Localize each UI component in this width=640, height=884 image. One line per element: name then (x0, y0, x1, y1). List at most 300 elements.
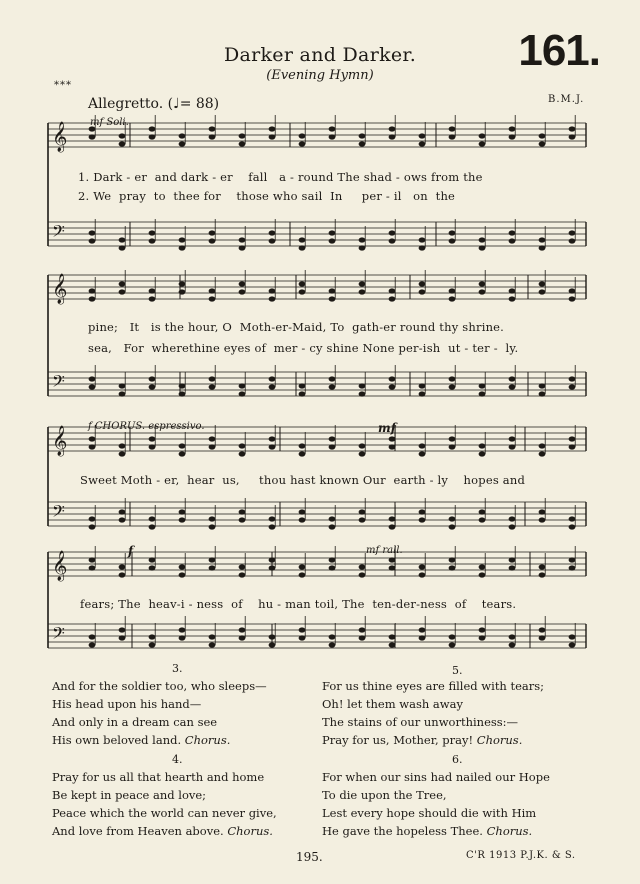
note-head (179, 237, 186, 242)
note-head (449, 134, 456, 139)
note-head (119, 281, 126, 286)
note-head (149, 134, 156, 139)
note-head (89, 288, 96, 293)
note-head (89, 134, 96, 139)
note-head (149, 642, 156, 647)
note-head (239, 141, 246, 146)
note-head (479, 133, 486, 138)
chorus-refrain: Chorus. (476, 733, 523, 747)
note-head (179, 281, 186, 286)
hymn-number: 161. (518, 26, 600, 75)
note-head (209, 634, 216, 639)
note-head (329, 296, 336, 301)
note-head (449, 288, 456, 293)
note-head (509, 376, 516, 381)
note-head (269, 516, 276, 521)
note-head (419, 572, 426, 577)
note-head (209, 516, 216, 521)
note-head (449, 384, 456, 389)
note-head (119, 141, 126, 146)
direction-mf-soli: mf Soli. (90, 117, 129, 128)
note-head (569, 516, 576, 521)
note-head (479, 141, 486, 146)
note-head (179, 289, 186, 294)
note-head (179, 517, 186, 522)
note-head (389, 288, 396, 293)
note-head (479, 635, 486, 640)
stanza-line: To die upon the Tree, (322, 788, 447, 802)
note-head (419, 383, 426, 388)
stanza-number-6: 6. (452, 753, 463, 766)
note-head (239, 281, 246, 286)
note-head (89, 436, 96, 441)
note-head (539, 237, 546, 242)
bass-clef-icon: 𝄢 (52, 371, 65, 395)
note-head (299, 237, 306, 242)
note-head (419, 517, 426, 522)
note-head (539, 572, 546, 577)
note-head (419, 635, 426, 640)
note-head (119, 237, 126, 242)
note-head (569, 134, 576, 139)
note-head (479, 245, 486, 250)
note-head (359, 564, 366, 569)
note-head (239, 517, 246, 522)
note-head (449, 516, 456, 521)
stanza-line: And for the soldier too, who sleeps— (52, 679, 267, 693)
note-head (269, 565, 276, 570)
note-head (239, 383, 246, 388)
note-head (179, 572, 186, 577)
note-head (239, 572, 246, 577)
note-head (119, 517, 126, 522)
note-head (389, 376, 396, 381)
chorus-refrain: Chorus. (184, 733, 231, 747)
note-head (449, 238, 456, 243)
note-head (239, 635, 246, 640)
note-head (539, 627, 546, 632)
note-head (539, 281, 546, 286)
note-head (149, 634, 156, 639)
note-head (329, 288, 336, 293)
note-head (509, 238, 516, 243)
note-head (299, 281, 306, 286)
note-head (179, 133, 186, 138)
note-head (239, 564, 246, 569)
stanza-number-5: 5. (452, 664, 463, 677)
note-head (539, 564, 546, 569)
note-head (389, 444, 396, 449)
note-head (449, 296, 456, 301)
note-head (479, 564, 486, 569)
note-head (419, 141, 426, 146)
note-head (89, 642, 96, 647)
note-head (209, 524, 216, 529)
note-head (299, 383, 306, 388)
note-head (479, 383, 486, 388)
note-head (569, 524, 576, 529)
note-head (539, 383, 546, 388)
note-head (359, 245, 366, 250)
note-head (509, 384, 516, 389)
composer-initials: B.M.J. (548, 94, 585, 105)
note-head (89, 384, 96, 389)
stanza-line: For us thine eyes are filled with tears; (322, 679, 545, 693)
note-head (209, 557, 216, 562)
note-head (299, 245, 306, 250)
stanza-line: Be kept in peace and love; (52, 788, 207, 802)
note-head (89, 376, 96, 381)
note-head (299, 141, 306, 146)
note-head (509, 565, 516, 570)
treble-clef-icon: 𝄞 (52, 426, 68, 456)
note-head (209, 436, 216, 441)
note-head (419, 627, 426, 632)
note-head (269, 642, 276, 647)
note-head (149, 238, 156, 243)
note-head (269, 376, 276, 381)
note-head (479, 572, 486, 577)
stanza-6 (322, 768, 550, 840)
note-head (239, 245, 246, 250)
note-head (509, 436, 516, 441)
note-head (329, 524, 336, 529)
note-head (239, 391, 246, 396)
note-head (449, 634, 456, 639)
note-head (479, 289, 486, 294)
note-head (449, 376, 456, 381)
note-head (539, 391, 546, 396)
note-head (329, 230, 336, 235)
note-head (569, 565, 576, 570)
dynamic-f: f (128, 544, 134, 558)
direction-chorus: f CHORUS. espressivo. (88, 421, 205, 432)
note-head (269, 444, 276, 449)
note-head (299, 443, 306, 448)
note-head (179, 245, 186, 250)
tempo-marking: Allegretto. (♩= 88) (88, 96, 220, 112)
note-head (209, 384, 216, 389)
note-head (269, 524, 276, 529)
note-head (149, 444, 156, 449)
note-head (329, 384, 336, 389)
note-head (509, 516, 516, 521)
note-head (449, 436, 456, 441)
note-head (539, 635, 546, 640)
note-head (119, 572, 126, 577)
note-head (179, 383, 186, 388)
note-head (89, 524, 96, 529)
note-head (509, 288, 516, 293)
note-head (269, 436, 276, 441)
stanza-line: And only in a dream can see (52, 715, 218, 729)
note-head (509, 557, 516, 562)
note-head (209, 238, 216, 243)
note-head (239, 627, 246, 632)
note-head (359, 133, 366, 138)
note-head (359, 509, 366, 514)
note-head (539, 509, 546, 514)
note-head (569, 126, 576, 131)
note-head (509, 642, 516, 647)
note-head (299, 133, 306, 138)
chorus-refrain: Chorus. (227, 824, 273, 838)
lyric-system1-verse1: 1. Dark - er and dark - er fall a - round The shad - ows from the (78, 170, 483, 184)
note-head (269, 134, 276, 139)
note-head (179, 564, 186, 569)
note-head (329, 444, 336, 449)
note-head (359, 141, 366, 146)
note-head (149, 516, 156, 521)
note-head (359, 517, 366, 522)
stanza-line: Oh! let them wash away (322, 697, 463, 711)
note-head (89, 565, 96, 570)
note-head (329, 436, 336, 441)
stanza-line: Pray for us, Mother, pray! (322, 733, 474, 747)
note-head (419, 451, 426, 456)
note-head (479, 237, 486, 242)
note-head (119, 509, 126, 514)
chorus-refrain: Chorus. (486, 824, 533, 838)
note-head (359, 383, 366, 388)
note-head (89, 238, 96, 243)
note-head (359, 289, 366, 294)
note-head (539, 443, 546, 448)
note-head (389, 642, 396, 647)
note-head (299, 391, 306, 396)
note-head (209, 296, 216, 301)
note-head (209, 376, 216, 381)
note-head (299, 451, 306, 456)
note-head (89, 634, 96, 639)
note-head (539, 245, 546, 250)
note-head (149, 296, 156, 301)
note-head (179, 509, 186, 514)
note-head (329, 238, 336, 243)
note-head (479, 281, 486, 286)
note-head (389, 126, 396, 131)
note-head (509, 524, 516, 529)
note-head (419, 133, 426, 138)
note-head (269, 126, 276, 131)
note-head (269, 238, 276, 243)
note-head (359, 281, 366, 286)
note-head (539, 289, 546, 294)
note-head (299, 635, 306, 640)
lyric-system1-verse2: 2. We pray to thee for those who sail In per - il on the (78, 189, 456, 203)
stanza-5 (322, 677, 544, 749)
note-head (389, 384, 396, 389)
dynamic-mf: mf (378, 421, 396, 435)
note-head (269, 296, 276, 301)
note-head (419, 281, 426, 286)
note-head (179, 141, 186, 146)
note-head (329, 565, 336, 570)
note-head (329, 126, 336, 131)
note-head (269, 288, 276, 293)
lyric-system2-verse1: pine; It is the hour, O Moth-er-Maid, To gath-er round thy shrine. (88, 320, 505, 334)
note-head (509, 296, 516, 301)
note-head (359, 627, 366, 632)
note-head (539, 451, 546, 456)
note-head (569, 384, 576, 389)
note-head (179, 635, 186, 640)
note-head (389, 634, 396, 639)
note-head (479, 509, 486, 514)
note-head (119, 391, 126, 396)
note-head (569, 444, 576, 449)
note-head (209, 126, 216, 131)
note-head (119, 245, 126, 250)
direction-mf-rall: mf rall. (366, 545, 403, 556)
note-head (119, 564, 126, 569)
bass-clef-icon: 𝄢 (52, 501, 65, 525)
note-head (389, 524, 396, 529)
note-head (449, 126, 456, 131)
note-head (479, 443, 486, 448)
note-head (569, 238, 576, 243)
note-head (569, 230, 576, 235)
stanza-4 (52, 768, 277, 840)
treble-clef-icon: 𝄞 (52, 274, 68, 304)
note-head (539, 517, 546, 522)
note-head (299, 517, 306, 522)
note-head (449, 230, 456, 235)
bass-clef-icon: 𝄢 (52, 221, 65, 245)
note-head (179, 391, 186, 396)
stanza-line: For when our sins had nailed our Hope (322, 770, 550, 784)
note-head (329, 557, 336, 562)
stanza-line: And love from Heaven above. (52, 824, 224, 838)
stanza-number-4: 4. (172, 753, 183, 766)
note-head (149, 126, 156, 131)
note-head (269, 634, 276, 639)
hymn-subtitle: (Evening Hymn) (266, 68, 374, 83)
treble-clef-icon: 𝄞 (52, 551, 68, 581)
note-head (359, 443, 366, 448)
note-head (479, 627, 486, 632)
note-head (89, 516, 96, 521)
note-head (119, 133, 126, 138)
copyright-notice: C'R 1913 P.J.K. & S. (466, 850, 576, 861)
note-head (299, 627, 306, 632)
note-head (119, 635, 126, 640)
note-head (149, 436, 156, 441)
note-head (269, 230, 276, 235)
note-head (179, 627, 186, 632)
note-head (209, 230, 216, 235)
note-head (359, 451, 366, 456)
note-head (149, 524, 156, 529)
page-number: 195. (296, 850, 323, 864)
note-head (569, 642, 576, 647)
lyric-system4: fears; The heav-i - ness of hu - man toil, The ten-der-ness of tears. (80, 597, 517, 611)
note-head (299, 509, 306, 514)
note-head (479, 517, 486, 522)
note-head (269, 384, 276, 389)
note-head (89, 296, 96, 301)
note-head (329, 134, 336, 139)
note-head (329, 376, 336, 381)
note-head (389, 436, 396, 441)
note-head (569, 296, 576, 301)
note-head (419, 564, 426, 569)
note-head (449, 642, 456, 647)
note-head (239, 289, 246, 294)
stanza-line: Lest every hope should die with Him (322, 806, 537, 820)
stanza-line: His own beloved land. (52, 733, 182, 747)
note-head (419, 237, 426, 242)
note-head (119, 451, 126, 456)
note-head (389, 557, 396, 562)
stanza-line: Peace which the world can never give, (52, 806, 277, 820)
bass-clef-icon: 𝄢 (52, 623, 65, 647)
note-head (509, 634, 516, 639)
note-head (389, 296, 396, 301)
note-head (299, 564, 306, 569)
note-head (569, 288, 576, 293)
stanza-line: His head upon his hand— (52, 697, 202, 711)
note-head (419, 443, 426, 448)
note-head (89, 444, 96, 449)
note-head (359, 237, 366, 242)
note-head (179, 451, 186, 456)
note-head (479, 391, 486, 396)
note-head (509, 126, 516, 131)
note-head (419, 245, 426, 250)
note-head (89, 230, 96, 235)
note-head (149, 557, 156, 562)
stanza-line: Pray for us all that hearth and home (52, 770, 265, 784)
note-head (509, 134, 516, 139)
note-head (359, 391, 366, 396)
note-head (209, 288, 216, 293)
note-head (209, 444, 216, 449)
note-head (569, 557, 576, 562)
note-head (239, 509, 246, 514)
note-head (449, 524, 456, 529)
note-head (329, 642, 336, 647)
note-head (119, 289, 126, 294)
note-head (149, 230, 156, 235)
note-head (149, 384, 156, 389)
ornament-stars: *** (54, 80, 72, 91)
note-head (209, 642, 216, 647)
note-head (89, 557, 96, 562)
note-head (389, 230, 396, 235)
note-head (419, 509, 426, 514)
note-head (539, 141, 546, 146)
note-head (569, 634, 576, 639)
note-head (389, 134, 396, 139)
note-head (449, 444, 456, 449)
hymn-title: Darker and Darker. (223, 44, 417, 66)
note-head (359, 635, 366, 640)
stanza-3 (52, 677, 267, 749)
note-head (569, 436, 576, 441)
stanza-line: He gave the hopeless Thee. (322, 824, 483, 838)
note-head (419, 289, 426, 294)
note-head (209, 565, 216, 570)
note-head (239, 133, 246, 138)
lyric-system2-verse2: sea, For wherethine eyes of mer - cy shine None per-ish ut - ter - ly. (88, 341, 519, 355)
note-head (539, 133, 546, 138)
note-head (389, 516, 396, 521)
treble-clef-icon: 𝄞 (52, 122, 68, 152)
note-head (239, 237, 246, 242)
note-head (239, 451, 246, 456)
note-head (449, 565, 456, 570)
